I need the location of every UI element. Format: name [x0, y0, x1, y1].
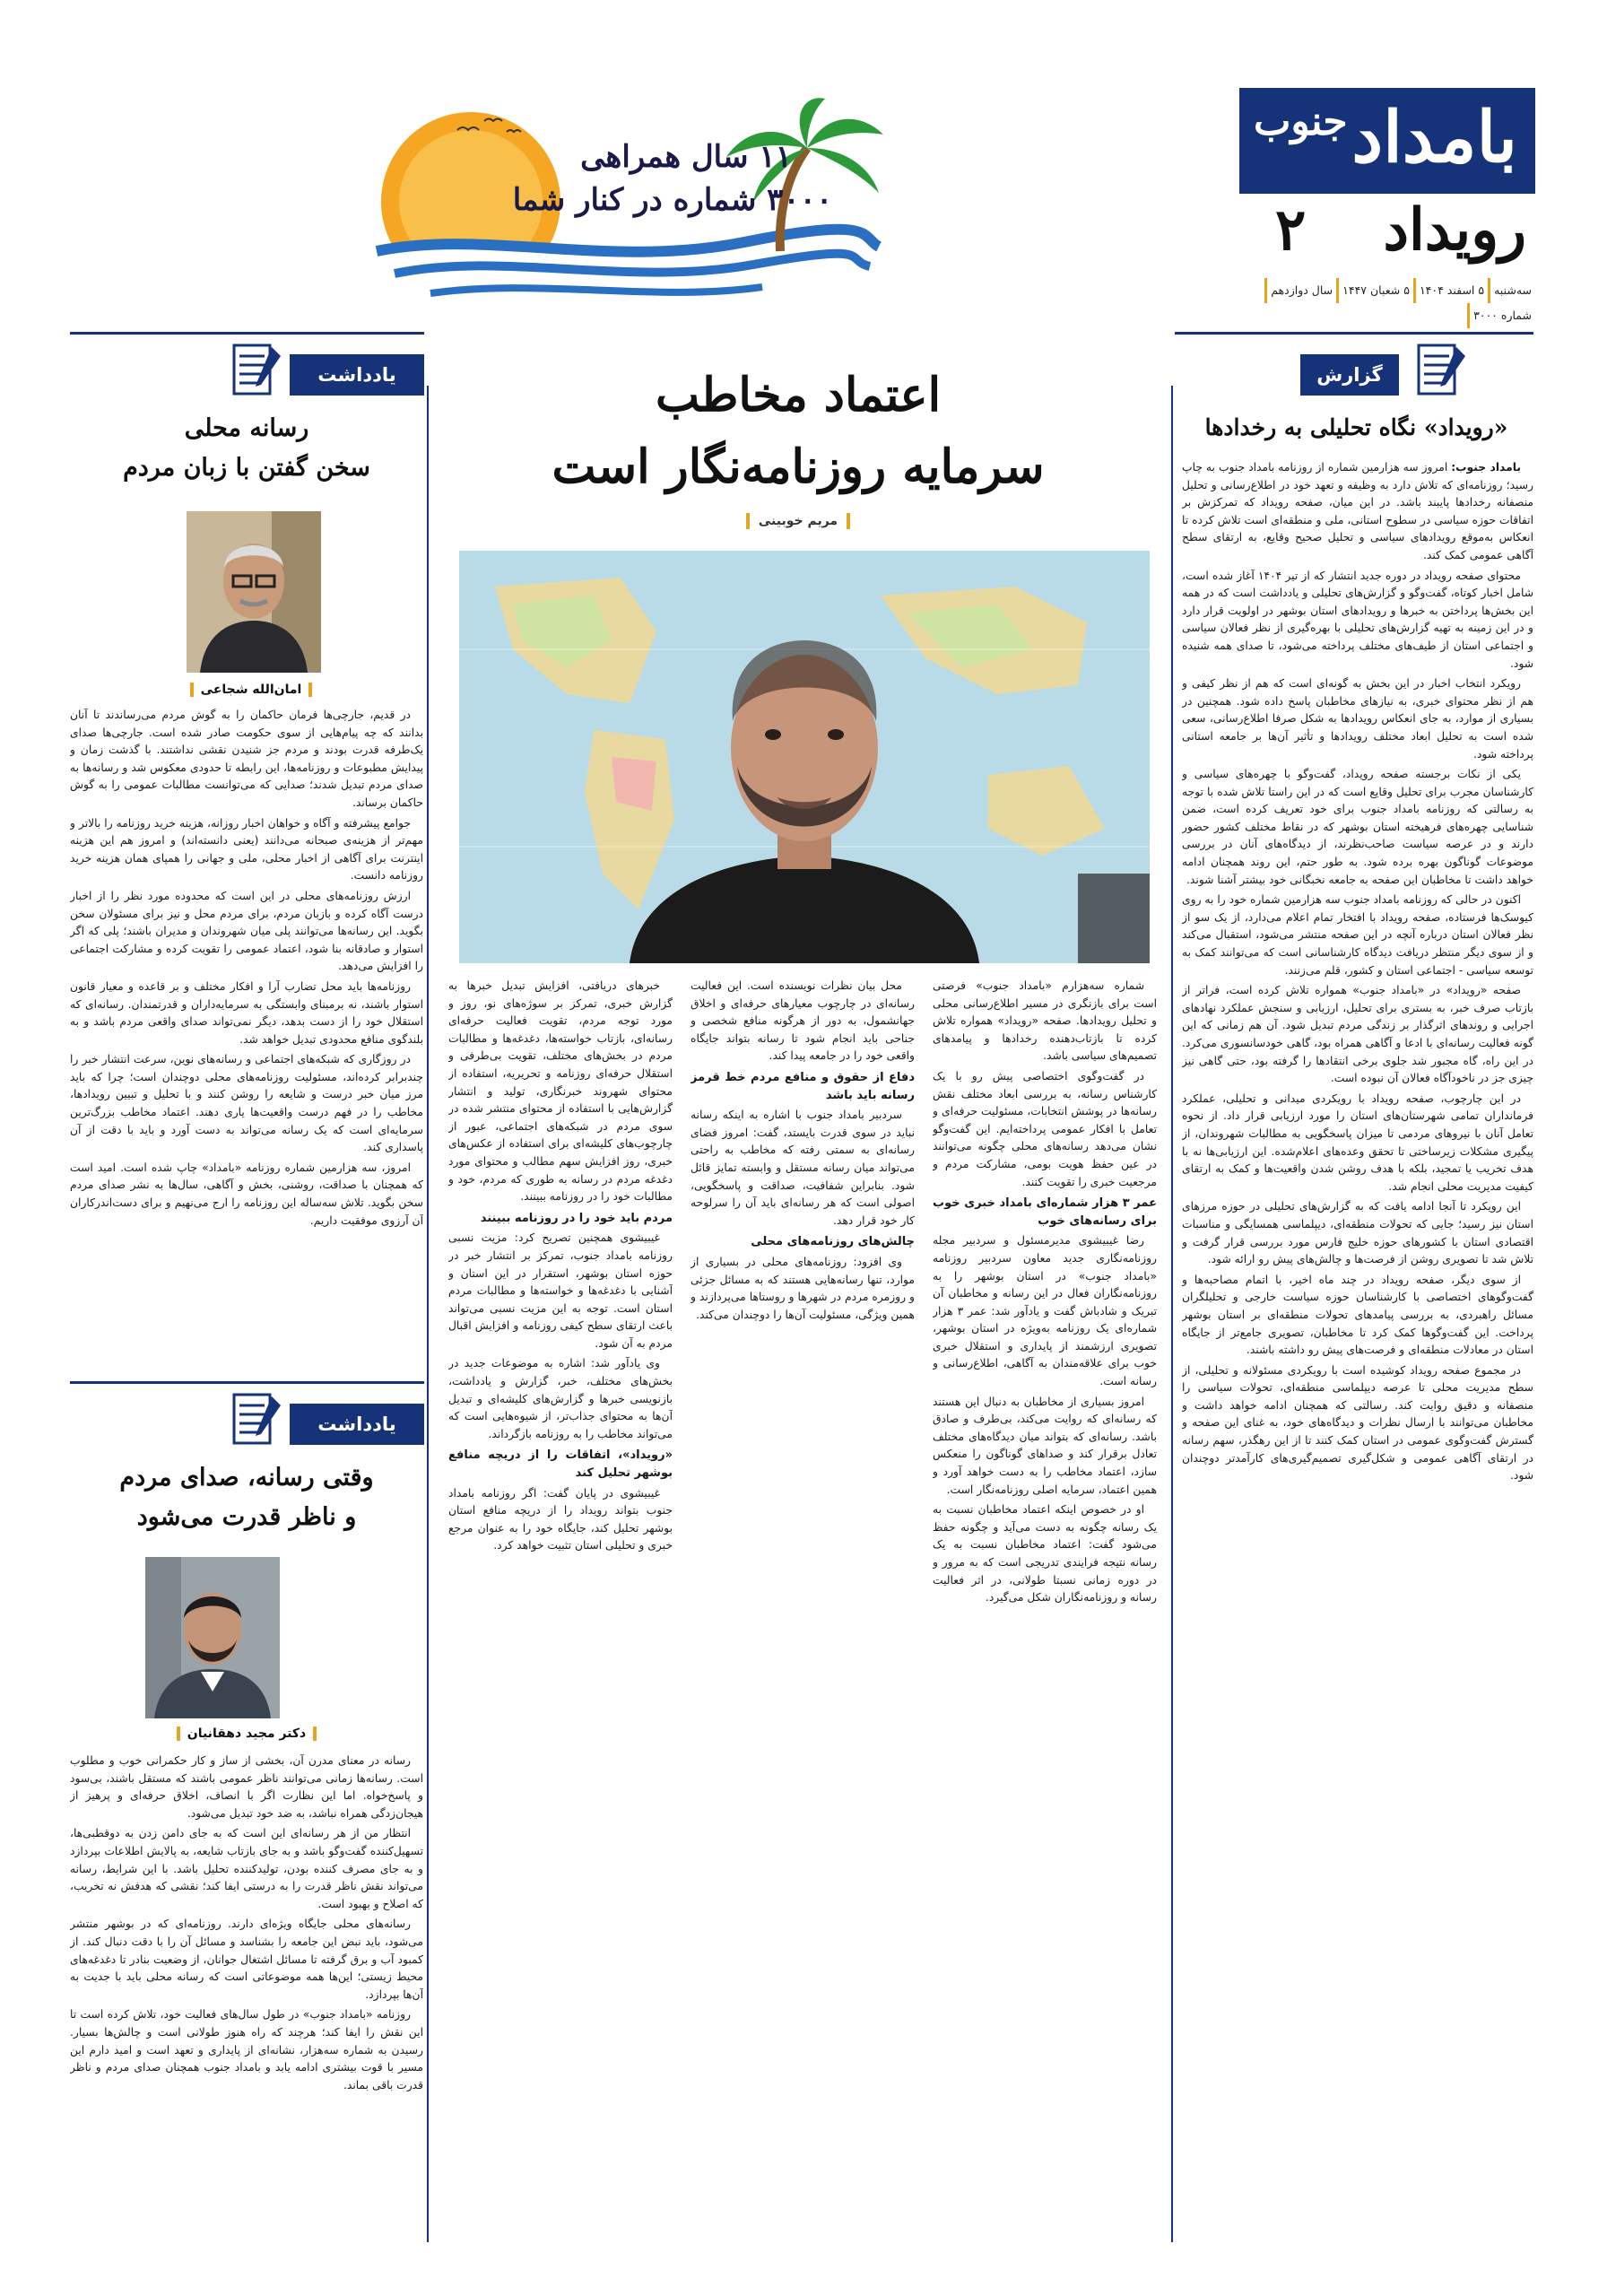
interview-portrait-world-map [459, 551, 1150, 963]
right-column-paragraph: امروز سه هزارمین شماره از روزنامه بامداد جنوب به چاپ رسید؛ روزنامه‌ای که تلاش دارد به وظیفه و تعهد خود در اطلاع‌رسانی و تحلیل منصفانه رخدادها پایبند باشد. در این میان، صفحه رویداد که تمرکزش بر اتفاقات حوزه سیاسی در سطوح استانی، ملی و منطقه‌ای است تلاش کرده تا انعکاس به‌موقع رویدادهای سیاسی و تحلیل صحیح وقایع، به ارتقای سطح آگاهی عمومی کمک کند. [1182, 461, 1533, 561]
left-top-body [70, 707, 423, 1352]
left-bottom-header [70, 1381, 424, 1458]
left-top-paragraph: در روزگاری که شبکه‌های اجتماعی و رسانه‌های نوین، سرعت انتشار خبر را چندبرابر کرده‌اند، مسئولیت روزنامه‌های محلی دوچندان است؛ چرا که باید مرز میان خبر درست و شایعه را روشن کنند و با تحلیل و تبیین رویدادها، مخاطب را در فهم درست واقعیت‌ها یاری دهند. اعتماد مخاطب بزرگ‌ترین سرمایه‌ای است که یک رسانه می‌تواند به دست آورد و باید با دقت از آن پاسداری کند. [70, 1053, 423, 1154]
right-column-lead: بامداد جنوب: [1451, 461, 1521, 474]
left-bottom-tab: یادداشت [290, 1404, 424, 1445]
main-paragraph: غیبیشوی در پایان گفت: اگر روزنامه بامداد جنوب بتواند رویداد را از دریچه منافع استان بوشهر تحلیل کند، جایگاه خود را به عنوان مرجع خبری و تحلیلی استان تثبیت خواهد کرد. [448, 1486, 673, 1552]
dateline-year: سال دوازدهم [1264, 278, 1336, 303]
main-headline-line-2: سرمایه روزنامه‌نگار است [552, 439, 1045, 494]
banner-line-1: ۱۱ سال همراهی [580, 139, 792, 175]
banner-line-2: ۳۰۰۰ شماره در کنار شما [512, 182, 833, 218]
newspaper-pen-icon [229, 1387, 286, 1454]
main-paragraph: غیبیشوی همچنین تصریح کرد: مزیت نسبی روزنامه بامداد جنوب، تمرکز بر انتشار خبر در حوزه استان بوشهر، استقرار در این استان و آشنایی با دغدغه‌ها و خواسته‌ها و مطالبات مردم استان است. توجه به این مزیت نسبی می‌تواند باعث ارتقای سطح کیفی روزنامه و افزایش اقبال مردم به آن شود. [448, 1231, 673, 1350]
left-bottom-paragraph: رسانه در معنای مدرن آن، بخشی از ساز و کار حکمرانی خوب و مطلوب است. رسانه‌ها زمانی می‌توانند ناظر عمومی باشند که مستقل باشند، بی‌سود و پاسخ‌خواه. اما این نظارت اگر با انصاف، اخلاق حرفه‌ای و پرهیز از هیجان‌زدگی همراه نباشد، به ضد خود تبدیل می‌شود. [70, 1754, 423, 1820]
right-column-paragraph: یکی از نکات برجسته صفحه رویداد، گفت‌وگو با چهره‌های سیاسی و کارشناسان مجرب برای تحلیل وقایع است که در این راستا تلاش شده با توجه به رسالتی که روزنامه بامداد جنوب برای خود تعریف کرده است، ضمن شناسایی چهره‌های فرهیخته استان بوشهر که در نقاط مختلف کشور حضور دارند و در عرصه سیاست صاحب‌نظرند، از دیدگاه‌های آنان در بررسی موضوعات گوناگون بهره برده شود. به طور حتم، این روند همچنان ادامه خواهد داشت تا مخاطبان این صفحه به جامعه نخبگانی خود بیشتر آشنا شوند. [1182, 768, 1533, 886]
dateline [1239, 278, 1535, 322]
section-name: رویداد [1383, 196, 1526, 264]
left-top-paragraph: جوامع پیشرفته و آگاه و خواهان اخبار روزانه، هزینه خرید روزنامه را بالاتر و مهم‌تر از هزینه‌ی صبحانه می‌دانند (یعنی دانسته‌اند) و امروز هم این هزینه اینترنت برای آگاهی از اخبار محلی، ملی و جهانی را همپای همان هزینه خرید روزنامه دانست. [70, 816, 423, 883]
main-headline-line-1: اعتماد مخاطب [655, 368, 942, 422]
left-top-tab: یادداشت [290, 354, 424, 396]
main-paragraph: امروز بسیاری از مخاطبان به دنبال این هستند که رسانه‌ای که روایت می‌کند، بی‌طرف و صادق باشد. رسانه‌ای که بتواند میان دیدگاه‌های مختلف تعادل برقرار کند و صداهای گوناگون را منعکس سازد، اعتماد مخاطب را به دست خواهد آورد و همین اعتماد، سرمایه اصلی روزنامه‌نگار است. [933, 1395, 1157, 1496]
left-top-title-line-2: سخن گفتن با زبان مردم [123, 454, 370, 482]
main-paragraph: رضا غیبیشوی مدیرمسئول و سردبیر مجله روزنامه‌نگاری جدید معاون سردبیر روزنامه «بامداد جنوب» در استان بوشهر را به روزنامه‌نگاران فعال در این رسانه و مخاطبان آن تبریک و شادباش گفت و یادآور شد: عمر ۳ هزار شماره‌ای یک روزنامه به‌ویژه در استان بوشهر، تصویری ارزشمند از پایداری و استقلال خبری خوب برای علاقه‌مندان به آگاهی، اطلاع‌رسانی و رسانه است. [933, 1234, 1157, 1388]
right-column-paragraph: اکنون در حالی که روزنامه بامداد جنوب سه هزارمین شماره خود را به روی کیوسک‌ها فرستاده، صفحه رویداد با افتخار تمام اعلام می‌دارد، از یک سو از نظر فعالان استان درباره آنچه در این صفحه منتشر می‌شود، استقبال می‌کند و از سوی دیگر منتظر دریافت دیدگاه کارشناسانی است که می‌توانند کمک به توسعه سیاسی - اجتماعی استان و کشور، قلم می‌زنند. [1182, 893, 1533, 977]
dateline-solar-date: ۵ اسفند ۱۴۰۴ [1413, 278, 1488, 303]
right-column-title: «رویداد» نگاه تحلیلی به رخدادها [1204, 414, 1508, 440]
left-bottom-author-caption [99, 1722, 395, 1745]
left-top-paragraph: ارزش روزنامه‌های محلی در این است که محدوده مورد نظر را از اخبار درست آگاه کرده و بازبان مردم، برای مردم محل و نیز برای مسئولان سخن بگوید. این رسانه‌ها می‌توانند پلی میان شهروندان و مدیران باشند؛ پلی که اگر استوار و صادقانه بنا شود، اعتماد عمومی را تقویت کرده و مشارکت اجتماعی را افزایش می‌دهد. [70, 889, 423, 973]
column-divider [1171, 386, 1173, 2242]
byline [664, 513, 933, 529]
right-column-paragraph: در مجموع صفحه رویداد کوشیده است با رویکردی مسئولانه و تحلیلی، از سطح مدیریت محلی تا عرصه دیپلماسی منطقه‌ای، تحولات سیاسی را منصفانه و دقیق روایت کند. رسالتی که همچنان ادامه خواهد داشت و مخاطبان می‌توانند با ارسال نظرات و دیدگاه‌های خود، به غنای این صفحه و گسترش گفت‌وگوی عمومی در استان کمک کنند تا از این رهگذر، سهم رسانه در ارتقای آگاهی عمومی و شکل‌گیری تصمیم‌گیری‌های کارآمدتر دوچندان شود. [1182, 1363, 1533, 1483]
page-number: ۲ [1275, 196, 1307, 264]
main-subhead: چالش‌های روزنامه‌های محلی [751, 1235, 915, 1249]
dateline-issue: شماره ۳۰۰۰ [1467, 303, 1535, 328]
main-paragraph: محل بیان نظرات نویسنده است. این فعالیت رسانه‌ای در چارچوب معیارهای حرفه‌ای و اخلاق جهانشمول، به دور از هرگونه منافع شخصی و جناحی باید انجام شود تا رسانه بتواند جایگاه واقعی خود را در جامعه پیدا کند. [691, 979, 915, 1063]
main-subhead: دفاع از حقوق و منافع مردم خط قرمز رسانه باید باشد [691, 1070, 915, 1102]
author-portrait [187, 511, 321, 673]
main-paragraph: شماره سه‌هزارم «بامداد جنوب» فرصتی است برای بازنگری در مسیر اطلاع‌رسانی محلی و تحلیل رویدادها. صفحه «رویداد» همواره تلاش کرده تا بازتاب‌دهنده رخدادها و پیامدهای تصمیم‌های سیاسی باشد. [933, 979, 1157, 1063]
left-top-header [70, 332, 424, 409]
left-top-paragraph: روزنامه‌ها باید محل تضارب آرا و افکار مختلف و بر قاعده و معیار قانون استوار باشند، نه برمبنای وابستگی به سرمایه‌داران و قدرتمندان. رسانه‌ای که استقلال خود را از دست بدهد، دیگر نمی‌تواند صدای واقعی مردم باشد و به بلندگوی منافع محدودی تبدیل خواهد شد. [70, 979, 423, 1046]
left-top-author-name: امان‌الله شجاعی [200, 683, 302, 697]
left-bottom-title-line-2: و ناظر قدرت می‌شود [136, 1503, 357, 1531]
main-column-b [691, 978, 915, 2238]
left-bottom-author-name: دکتر مجید دهقانیان [187, 1726, 307, 1741]
left-bottom-title-line-1: وقتی رسانه، صدای مردم [119, 1464, 374, 1492]
left-bottom-body [70, 1752, 423, 2237]
left-top-title-line-1: رسانه محلی [184, 414, 309, 442]
column-divider [427, 386, 429, 2242]
left-top-paragraph: امروز، سه هزارمین شماره روزنامه «بامداد» چاپ شده است. امید است که همچنان با صداقت، روشنی، بخش و آگاهی، سال‌ها به نشر صدای مردم سخن بگوید. تلاش سه‌ساله این روزنامه را ارج می‌نهیم و برای دست‌اندرکاران آن آرزوی موفقیت داریم. [70, 1161, 423, 1227]
byline-name: مریم خوبینی [758, 514, 838, 528]
main-subhead: عمر ۳ هزار شماره‌ای بامداد خبری خوب برای رسانه‌های خوب [933, 1196, 1157, 1228]
main-subhead: مردم باید خود را در روزنامه ببینند [480, 1211, 673, 1225]
dateline-weekday: سه‌شنبه [1488, 278, 1535, 303]
main-paragraph: در گفت‌وگوی اختصاصی پیش رو با یک کارشناس رسانه، به بررسی ابعاد مختلف نقش رسانه‌ها در پوشش انتخابات، مسئولیت حرفه‌ای و تعامل با افکار عمومی پرداخته‌ایم. این گفت‌وگو نشان می‌دهد رسانه‌های محلی چگونه می‌توانند در عین حفظ هویت بومی، مشارکت مردم و مرجعیت خبری را تقویت کنند. [933, 1069, 1157, 1188]
dateline-lunar-date: ۵ شعبان ۱۴۴۷ [1336, 278, 1413, 303]
main-paragraph: سردبیر بامداد جنوب با اشاره به اینکه رسانه نباید در سوی قدرت بایستد، گفت: امروز فضای رسانه‌ای به سمتی رفته که مخاطب به راحتی می‌تواند میان رسانه مستقل و وابسته تمایز قائل شود. بنابراین شفافیت، صداقت و پاسخگویی، اصولی است که هر رسانه‌ای باید آن را سرلوحه کار خود قرار دهد. [691, 1109, 915, 1227]
right-column-body [1182, 459, 1533, 2235]
right-column-paragraph: رویکرد انتخاب اخبار در این بخش به گونه‌ای است که هم از نظر کیفی و هم از نظر محتوای خبری، به نیازهای مخاطبان پاسخ داده شود. همچنین در بسیاری از موارد، به جای انعکاس رویدادها به شکل صرفا اطلاع‌رسانی، سعی شده است به تحلیل ابعاد مختلف رویدادها و تأثیر آن‌ها بر جامعه استانی پرداخته شود. [1182, 677, 1533, 761]
left-top-author-caption [117, 678, 386, 701]
right-column-tab: گزارش [1300, 354, 1399, 396]
masthead-logo-text: بامداد [1351, 97, 1517, 178]
right-column-paragraph: محتوای صفحه رویداد در دوره جدید انتشار که از تیر ۱۴۰۴ آغاز شده است، شامل اخبار کوتاه، گفت‌وگو و گزارش‌های تحلیلی و یادداشت است که در همه این بخش‌ها پرداختن به خبرها و رویدادهای استان بوشهر در اولویت قرار دارد و در این زمینه به تهیه گزارش‌های تحلیلی با بهره‌گیری از نظر فعالان سیاسی و اجتماعی استان از طیف‌های مختلف پرداخته می‌شود، تا صدای همه شنیده شود. [1182, 569, 1533, 670]
section-title [1239, 196, 1535, 264]
author-portrait [145, 1557, 280, 1718]
newspaper-pen-icon [1413, 338, 1471, 404]
right-column-paragraph: صفحه «رویداد» در «بامداد جنوب» همواره تلاش کرده است، فراتر از بازتاب صرف خبر، به بستری برای تحلیل، ارزیابی و سنجش عملکرد نهادهای اجرایی و روندهای اثرگذار بر زندگی مردم تبدیل شود. آن هم زمانی که این گونه فعالیت رسانه‌ای با ادعا و آگاهی همراه بود، گاهی خودسانسوری می‌کرد. در این راه، گاه مجبور شد جلوی برخی انتقادها را گرفته بود، حتی گاهی نیز چیزی جز در ناخودآگاه فعالان آن نبوده است. [1182, 984, 1533, 1085]
masthead-logo-subtext: جنوب [1254, 99, 1348, 144]
right-column-paragraph: از سوی دیگر، صفحه رویداد در چند ماه اخیر، با اتمام مصاحبه‌ها و گفت‌وگوهای اختصاصی با کارشناسان حوزه سیاست خارجی و تحلیلگران مسائل راهبردی، به بررسی پیامدهای تحولات منطقه‌ای بر استان بوشهر پرداخت. این گفت‌وگوها کمک کرد تا مخاطبان، تصویری جامع‌تر از جایگاه استان در معادلات منطقه‌ای و فرصت‌های پیش رو داشته باشند. [1182, 1273, 1533, 1357]
right-column-paragraph: این رویکرد تا آنجا ادامه یافت که به گزارش‌های تحلیلی در حوزه مرزهای استان نیز رسید؛ جایی که تحولات منطقه‌ای، دیپلماسی همسایگی و مناسبات اقتصادی استان با کشورهای حوزه خلیج فارس مورد بررسی قرار گرفت و تلاش شد تا تصویری روشن از فرصت‌ها و چالش‌های پیش رو ارائه شود. [1182, 1200, 1533, 1266]
main-subhead: «رویداد»، اتفاقات را از دریچه منافع بوشهر تحلیل کند [448, 1448, 673, 1481]
right-column-header [1175, 332, 1533, 409]
main-paragraph: او در خصوص اینکه اعتماد مخاطبان نسبت به یک رسانه چگونه به دست می‌آید و چگونه حفظ می‌شود گفت: اعتماد مخاطبان نسبت به یک رسانه نتیجه فرایندی تدریجی است که به مرور و در دوره زمانی نسبتا طولانی، در اثر فعالیت رسانه و روزنامه‌نگاران شکل می‌گیرد. [933, 1503, 1157, 1605]
main-paragraph: وی یادآور شد: اشاره به موضوعات جدید در بخش‌های مختلف، خبر، گزارش و یادداشت، بازنویسی خبرها و گزارش‌های کلیشه‌ای و تبدیل آن‌ها به محتوای جذاب‌تر، از شیوه‌هایی است که می‌تواند مخاطب را به روزنامه بازگرداند. [448, 1357, 673, 1440]
main-paragraph: وی افزود: روزنامه‌های محلی در بسیاری از موارد، تنها رسانه‌هایی هستند که به مسائل جزئی و روزمره مردم در شهرها و روستاها می‌پردازند و همین ویژگی، مسئولیت آن‌ها را دوچندان می‌کند. [691, 1255, 915, 1321]
right-column-paragraph: در این چارچوب، صفحه رویداد با رویکردی میدانی و تحلیلی، عملکرد فرمانداران تمامی شهرستان‌های استان را مورد ارزیابی قرار داد. از نحوه تعامل آنان با نیروهای مردمی تا میزان پاسخگویی به مطالبات شهروندان، از پیگیری مشکلات زیرساختی تا تحقق وعده‌های اعلام‌شده. این ارزیابی‌ها نه با هدف تخریب یا تمجید، بلکه با هدف روشن شدن واقعیت‌ها و کمک به ارتقای کیفیت مدیریت محلی انجام شد. [1182, 1091, 1533, 1193]
left-bottom-paragraph: انتظار من از هر رسانه‌ای این است که به جای دامن زدن به دوقطبی‌ها، تسهیل‌کننده گفت‌وگو باشد و به جای بازتاب شایعه، به پالایش اطلاعات بپردازد و به جای مصرف کننده بودن، تولیدکننده تحلیل باشد. با این شرایط، رسانه می‌تواند نقش ناظر قدرت را به درستی ایفا کند؛ نقشی که هدفش نه تخریب، که اصلاح و بهبود است. [70, 1827, 423, 1910]
left-top-paragraph: در قدیم، جارچی‌ها فرمان حاکمان را به گوش مردم می‌رساندند تا آنان بدانند که چه پیام‌هایی از سوی حکومت صادر شده است. جارچی‌ها صدای یک‌طرفه قدرت بودند و مردم جز شنیدن نقشی نداشتند. با گذشت زمان و پیدایش مطبوعات و روزنامه‌ها، این رابطه تا حدودی معکوس شد و رسانه‌ها به صدای مردم تبدیل شدند؛ صدایی که می‌توانست مطالبات عمومی را به گوش حاکمان برساند. [70, 709, 423, 809]
left-bottom-paragraph: رسانه‌های محلی جایگاه ویژه‌ای دارند. روزنامه‌ای که در بوشهر منتشر می‌شود، باید نبض این جامعه را بشناسد و مسائل آن را با دقت دنبال کند. از کمبود آب و برق گرفته تا مسائل اشتغال جوانان، از وضعیت بنادر تا دغدغه‌های محیط زیستی؛ این‌ها همه موضوعاتی است که رسانه محلی باید با جدیت به آن‌ها بپردازد. [70, 1918, 423, 2001]
masthead-logo [1239, 88, 1535, 194]
main-column-c [448, 978, 673, 2238]
main-paragraph: خبرهای دریافتی، افزایش تبدیل خبرها به گزارش خبری، تمرکز بر سوژه‌های نو، روز و مورد توجه مردم، تقویت فعالیت حرفه‌ای رسانه‌ای، بازتاب خواسته‌ها، دغدغه‌ها و مطالبات مردم در بخش‌های مختلف، تقویت بی‌طرفی و استقلال حرفه‌ای روزنامه و تحریریه، استفاده از محتوای شهروند خبرنگاری، تولید و انتشار گزارش‌هایی با استفاده از محتوای منتشر شده در سوی مردم در شبکه‌های اجتماعی، عبور از چارچوب‌های کلیشه‌ای برای استفاده از عکس‌های خبری، روز افزایش سهم مطالب و محتوای مورد دغدغه مردم در رسانه به طوری که مردم، خود و مطالبات خود را در روزنامه ببینند. [448, 979, 673, 1204]
newspaper-pen-icon [229, 338, 286, 404]
main-column-a [933, 978, 1157, 2238]
left-bottom-paragraph: روزنامه «بامداد جنوب» در طول سال‌های فعالیت خود، تلاش کرده است تا این نقش را ایفا کند؛ هرچند که راه هنوز طولانی است و چالش‌ها بسیار. رسیدن به شماره سه‌هزار، نشانه‌ای از پایداری و تعهد است و امید دارم این مسیر با قوت بیشتری ادامه یابد و بامداد جنوب همچنان صدای مردم و ناظر قدرت باقی بماند. [70, 2008, 423, 2092]
